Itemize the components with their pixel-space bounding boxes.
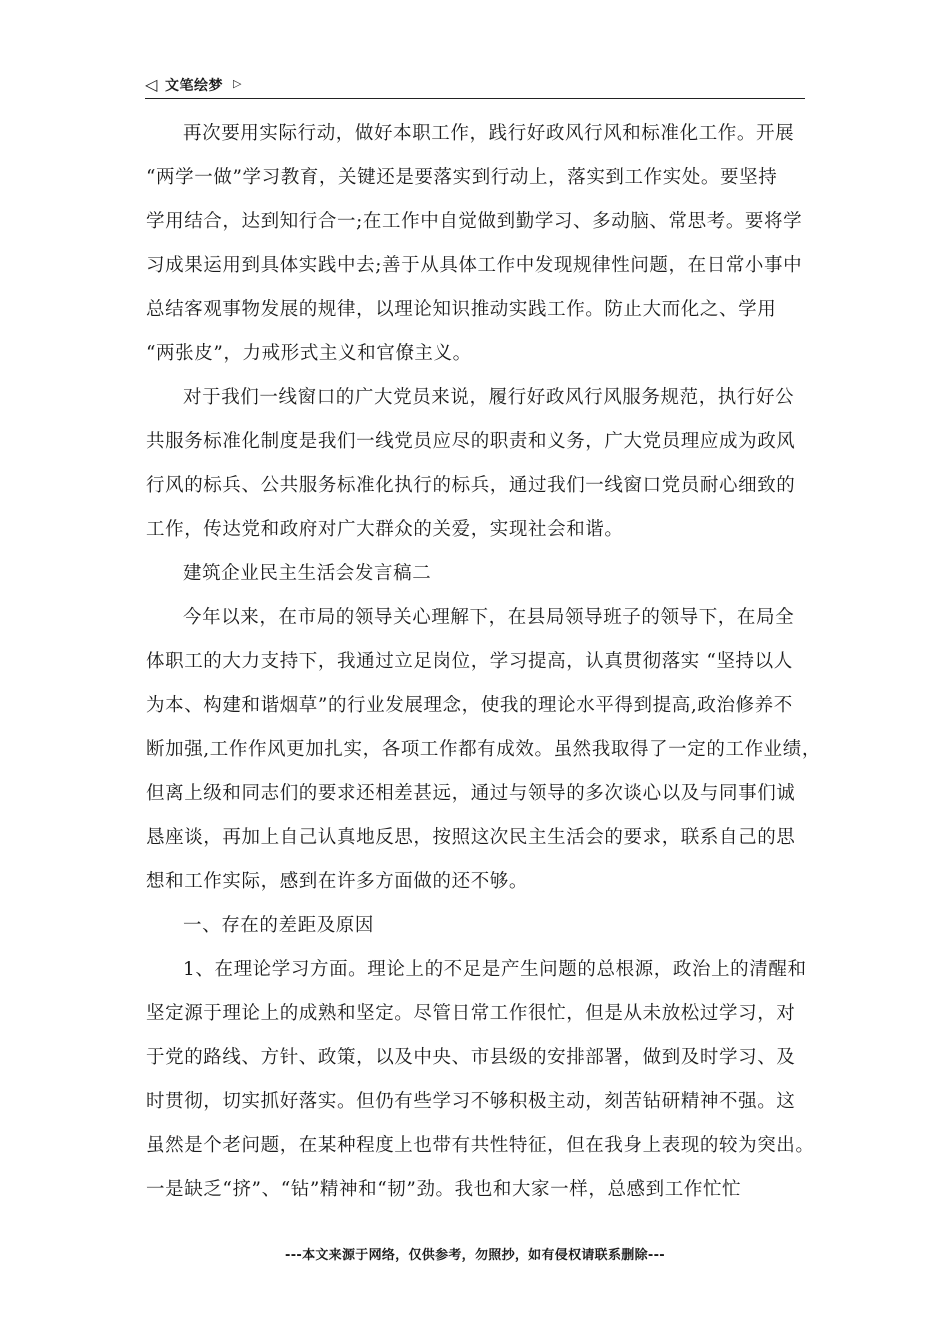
text-line: 一、存在的差距及原因 (183, 915, 375, 936)
triangle-left-icon: ◁ (145, 75, 158, 94)
triangle-right-icon: ▷ (233, 77, 242, 90)
text-line: 时贯彻，切实抓好落实。但仍有些学习不够积极主动，刻苦钻研精神不强。这 (146, 1091, 796, 1112)
text-line: 再次要用实际行动，做好本职工作，践行好政风行风和标准化工作。开展 (183, 123, 795, 144)
page-header (145, 74, 805, 99)
text-line: 断加强,工作作风更加扎实，各项工作都有成效。虽然我取得了一定的工作业绩， (146, 739, 821, 760)
text-line: 体职工的大力支持下，我通过立足岗位，学习提高，认真贯彻落实 “坚持以人 (146, 651, 793, 672)
text-line: 总结客观事物发展的规律，以理论知识推动实践工作。防止大而化之、学用 (146, 299, 777, 320)
text-line: 坚定源于理论上的成熟和坚定。尽管日常工作很忙，但是从未放松过学习，对 (146, 1003, 796, 1024)
text-line: “两张皮”，力戒形式主义和官僚主义。 (146, 343, 472, 364)
text-line: 但离上级和同志们的要求还相差甚远，通过与领导的多次谈心以及与同事们诚 (146, 783, 796, 804)
text-line: 虽然是个老问题，在某种程度上也带有共性特征，但在我身上表现的较为突出。 (146, 1135, 815, 1156)
header-title: 文笔绘梦 (165, 78, 223, 94)
text-line: 对于我们一线窗口的广大党员来说，履行好政风行风服务规范，执行好公 (183, 387, 795, 408)
text-line: 共服务标准化制度是我们一线党员应尽的职责和义务，广大党员理应成为政风 (146, 431, 796, 452)
text-line: 于党的路线、方针、政策，以及中央、市县级的安排部署，做到及时学习、及 (146, 1047, 796, 1068)
text-line: “两学一做”学习教育，关键还是要落实到行动上，落实到工作实处。要坚持 (146, 167, 778, 188)
text-line: 想和工作实际，感到在许多方面做的还不够。 (146, 871, 529, 892)
text-line: 1、在理论学习方面。理论上的不足是产生问题的总根源，政治上的清醒和 (183, 959, 807, 980)
text-line: 习成果运用到具体实践中去;善于从具体工作中发现规律性问题，在日常小事中 (146, 255, 803, 276)
text-line: 为本、构建和谐烟草”的行业发展理念，使我的理论水平得到提高,政治修养不 (146, 695, 793, 716)
text-line: 建筑企业民主生活会发言稿二 (183, 563, 432, 584)
text-line: 今年以来，在市局的领导关心理解下，在县局领导班子的领导下，在局全 (183, 607, 795, 628)
document-body (146, 112, 821, 1212)
text-line: 恳座谈，再加上自己认真地反思，按照这次民主生活会的要求，联系自己的思 (146, 827, 796, 848)
text-line: 一是缺乏“挤”、“钻”精神和“韧”劲。我也和大家一样，总感到工作忙忙 (146, 1179, 742, 1200)
footer-disclaimer: ---本文来源于网络，仅供参考，勿照抄，如有侵权请联系删除--- (285, 1248, 665, 1263)
text-line: 行风的标兵、公共服务标准化执行的标兵，通过我们一线窗口党员耐心细致的 (146, 475, 796, 496)
text-line: 工作，传达党和政府对广大群众的关爱，实现社会和谐。 (146, 519, 624, 540)
text-line: 学用结合，达到知行合一;在工作中自觉做到勤学习、多动脑、常思考。要将学 (146, 211, 803, 232)
